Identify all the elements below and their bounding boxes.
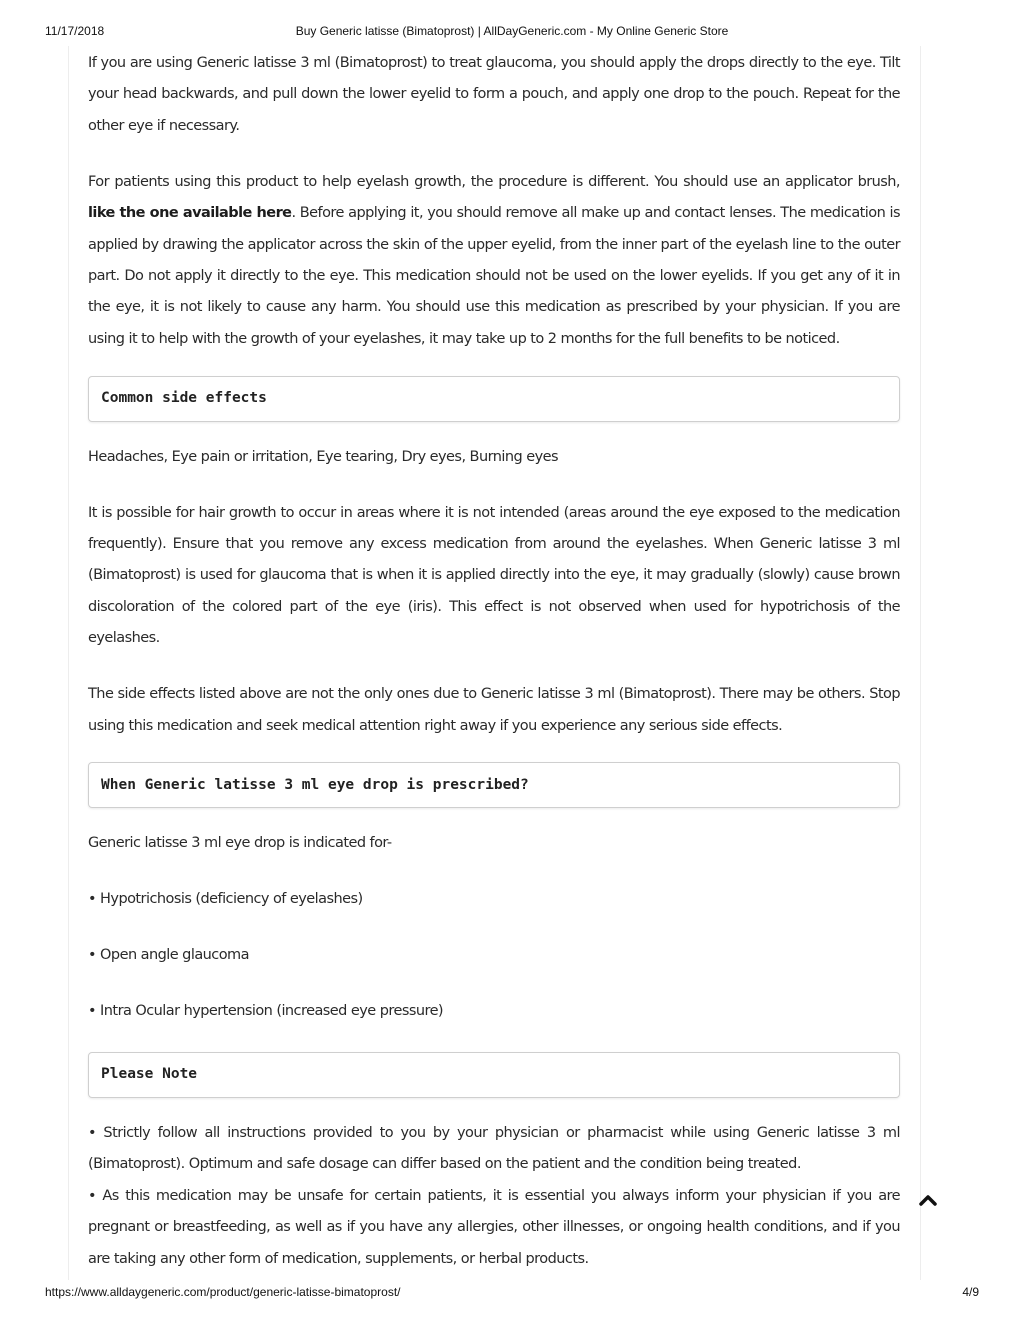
section-heading-please-note: Please Note [88,1052,900,1098]
scroll-to-top-button[interactable] [916,1190,940,1210]
print-footer [0,1285,1024,1301]
note-item: • Strictly follow all instructions provided to you by your physician or pharmacist while using Generic latisse 3 ml (Bimatoprost). Optimum and safe dosage can differ based on the patient and the condition being treated. [88,1125,900,1173]
paragraph-glaucoma-usage: If you are using Generic latisse 3 ml (Bimatoprost) to treat glaucoma, you should apply the drops directly to the eye. Tilt your head backwards, and pull down the lower eyelid to form a pouch, and apply one drop to the pouch. Repeat for the other eye if necessary. [88,55,900,134]
indication-item: • Intra Ocular hypertension (increased eye pressure) [88,1003,444,1020]
indication-item: • Hypotrichosis (deficiency of eyelashes) [88,891,363,908]
indications-intro: Generic latisse 3 ml eye drop is indicated for- [88,835,392,852]
indication-item: • Open angle glaucoma [88,947,249,964]
print-date: 11/17/2018 [45,24,105,38]
paragraph-eyelash-start: For patients using this product to help eyelash growth, the procedure is different. You should use an applicator brush, [88,173,900,190]
paragraph-hair-growth: It is possible for hair growth to occur in areas where it is not intended (areas around the eye exposed to the medication frequently). Ensure that you remove any excess medication from around the eyelashes. When Generic latisse 3 ml (Bimatoprost) is used for glaucoma that is when it is applied directly into the eye, it may gradually (slowly) cause brown discoloration of the colored part of the eye (iris). This effect is not observed when used for hypotrichosis of the eyelashes. [88,504,900,647]
chevron-up-icon [919,1194,937,1206]
product-description [88,48,900,1275]
applicator-link[interactable]: like the one available here [88,205,292,222]
side-effects-list: Headaches, Eye pain or irritation, Eye tearing, Dry eyes, Burning eyes [88,448,558,465]
print-page-title: Buy Generic latisse (Bimatoprost) | AllDayGeneric.com - My Online Generic Store [295,24,729,38]
section-heading-prescribed: When Generic latisse 3 ml eye drop is prescribed? [88,762,900,808]
paragraph-other-side-effects: The side effects listed above are not the only ones due to Generic latisse 3 ml (Bimatoprost). There may be others. Stop using this medication and seek medical attention right away if you experience any serious side effects. [88,686,900,734]
section-heading-side-effects: Common side effects [88,376,900,422]
print-page-number: 4/9 [962,1285,979,1299]
print-url: https://www.alldaygeneric.com/product/generic-latisse-bimatoprost/ [45,1285,401,1299]
paragraph-eyelash-end: . Before applying it, you should remove all make up and contact lenses. The medication is applied by drawing the applicator across the skin of the upper eyelid, from the inner part of the eyelash line to the outer part. Do not apply it directly to the eye. This medication should not be used on the lower eyelids. If you get any of it in the eye, it is not likely to cause any harm. You should use this medication as prescribed by your physician. If you are using it to help with the growth of your eyelashes, it may take up to 2 months for the full benefits to be noticed. [88,205,900,347]
paragraph-eyelash-usage [88,167,900,355]
note-item: • As this medication may be unsafe for certain patients, it is essential you always inform your physician if you are pregnant or breastfeeding, as well as if you have any allergies, other illnesses, or ongoing health conditions, and if you are taking any other form of medication, supplements, or herbal products. [88,1187,900,1267]
print-header [0,24,1024,40]
